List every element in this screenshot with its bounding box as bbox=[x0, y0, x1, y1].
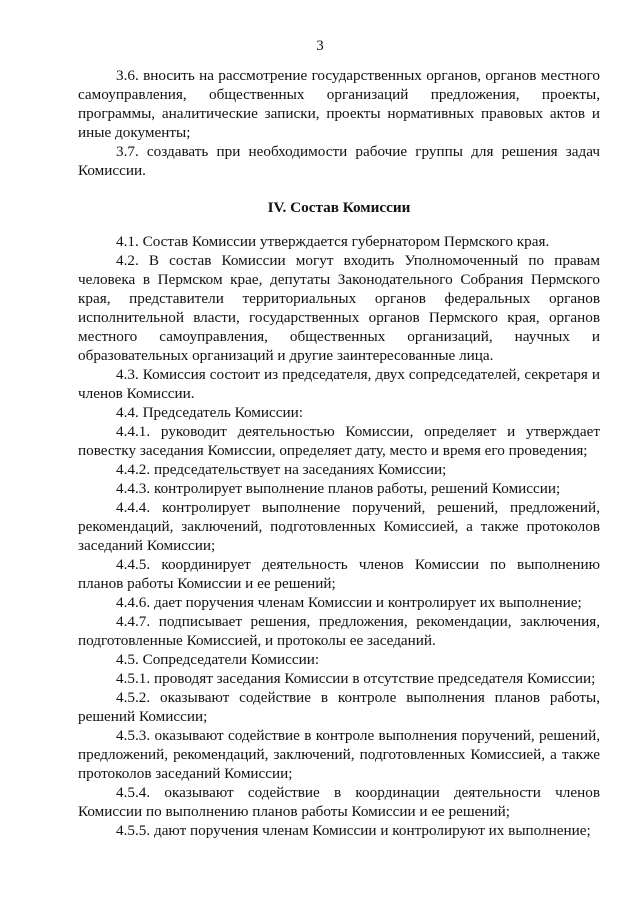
paragraph-4-3: 4.3. Комиссия состоит из председателя, двух сопредседателей, секретаря и членов Комиссии. bbox=[78, 366, 600, 402]
paragraph-4-1: 4.1. Состав Комиссии утверждается губернатором Пермского края. bbox=[116, 233, 550, 250]
paragraph-4-5-4: 4.5.4. оказывают содействие в координации деятельности членов Комиссии по выполнению планов работы Комиссии и ее решений; bbox=[78, 784, 600, 820]
page-number: 3 bbox=[316, 38, 324, 54]
paragraph-4-4-6: 4.4.6. дает поручения членам Комиссии и контролирует их выполнение; bbox=[116, 594, 582, 611]
paragraph-4-5-5: 4.5.5. дают поручения членам Комиссии и контролируют их выполнение; bbox=[116, 822, 591, 839]
section-title: IV. Состав Комиссии bbox=[267, 199, 411, 216]
paragraph-4-2: 4.2. В состав Комиссии могут входить Уполномоченный по правам человека в Пермском крае, депутаты Законодательного Собрания Пермского края, представители территориальных органов федеральных органов исполнительной власти, государственных органов Пермского края, органов местного самоуправления, общественных организаций, научных и образовательных организаций и другие заинтересованные лица. bbox=[78, 252, 600, 364]
paragraph-4-4-3: 4.4.3. контролирует выполнение планов работы, решений Комиссии; bbox=[116, 480, 561, 497]
paragraph-3-7: 3.7. создавать при необходимости рабочие группы для решения задач Комиссии. bbox=[78, 143, 600, 179]
paragraph-4-4: 4.4. Председатель Комиссии: bbox=[116, 404, 304, 421]
paragraph-4-4-2: 4.4.2. председательствует на заседаниях Комиссии; bbox=[116, 461, 447, 478]
paragraph-4-5-2: 4.5.2. оказывают содействие в контроле выполнения планов работы, решений Комиссии; bbox=[78, 689, 600, 725]
paragraph-4-5: 4.5. Сопредседатели Комиссии: bbox=[116, 651, 320, 668]
paragraph-4-5-3: 4.5.3. оказывают содействие в контроле выполнения поручений, решений, предложений, рекомендаций, заключений, подготовленных Комиссией, а также протоколов заседаний Комиссии; bbox=[78, 727, 600, 782]
paragraph-4-4-7: 4.4.7. подписывает решения, предложения, рекомендации, заключения, подготовленные Комиссией, и протоколы ее заседаний. bbox=[78, 613, 600, 649]
paragraph-4-4-4: 4.4.4. контролирует выполнение поручений, решений, предложений, рекомендаций, заключений, подготовленных Комиссией, а также протоколов заседаний Комиссии; bbox=[78, 499, 600, 554]
document-body bbox=[78, 66, 600, 840]
paragraph-4-4-5: 4.4.5. координирует деятельность членов Комиссии по выполнению планов работы Комиссии и ее решений; bbox=[78, 556, 600, 592]
paragraph-3-6: 3.6. вносить на рассмотрение государственных органов, органов местного самоуправления, общественных организаций предложения, проекты, программы, аналитические записки, проекты нормативных правовых актов и иные документы; bbox=[78, 67, 600, 141]
paragraph-4-4-1: 4.4.1. руководит деятельностью Комиссии, определяет и утверждает повестку заседания Комиссии, определяет дату, место и время его проведения; bbox=[78, 423, 600, 459]
paragraph-4-5-1: 4.5.1. проводят заседания Комиссии в отсутствие председателя Комиссии; bbox=[116, 670, 596, 687]
